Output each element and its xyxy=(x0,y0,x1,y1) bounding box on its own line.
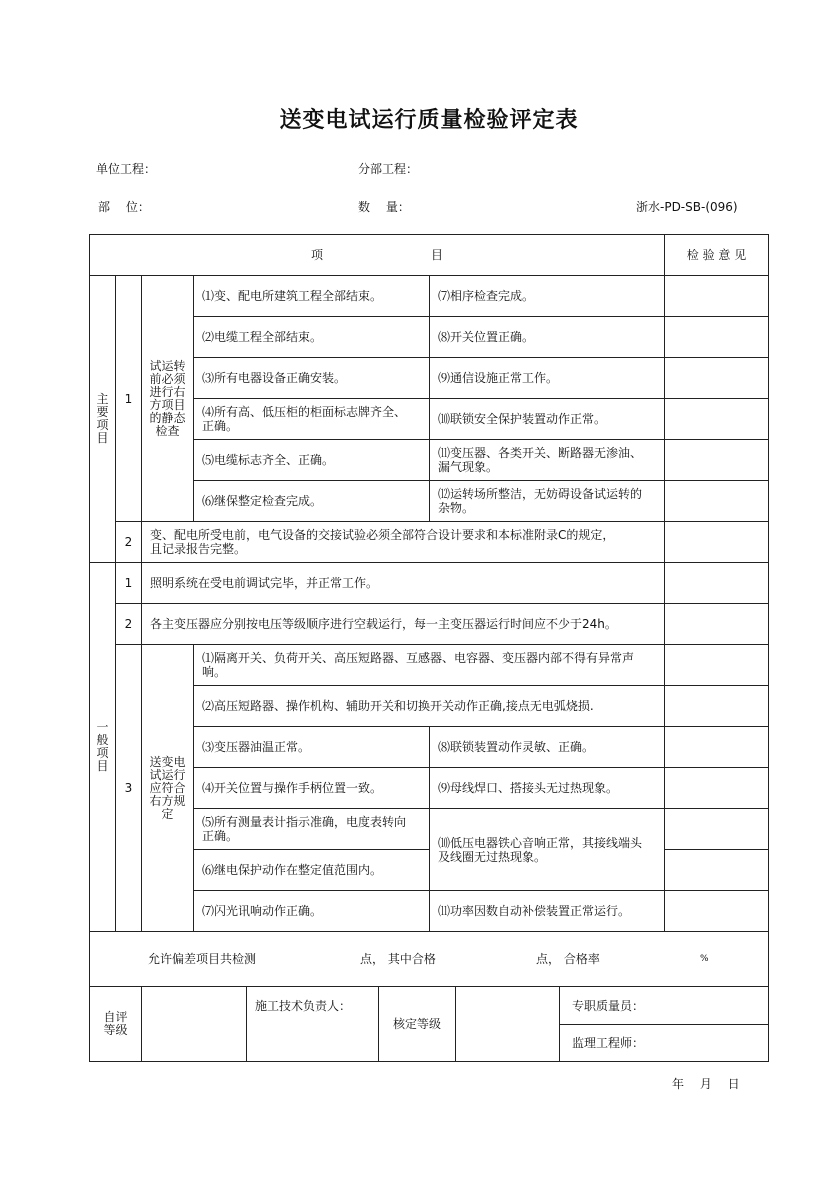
main-item-right-text: ⑺相序检查完成。 xyxy=(438,289,535,303)
approved-grade-label: 核定等级 xyxy=(378,986,456,1062)
general-row3-no: 3 xyxy=(115,644,142,932)
general-row3-desc xyxy=(141,644,194,932)
general-item-5 xyxy=(193,808,430,850)
tech-lead-field[interactable]: 施工技术负责人： xyxy=(246,986,379,1062)
general-item-6: ⑹继电保护动作在整定值范围内。 xyxy=(193,849,430,891)
date-label: 年 月 日 xyxy=(672,1077,740,1091)
opinion-cell[interactable] xyxy=(664,767,769,809)
main-item-right xyxy=(429,275,665,317)
main-item-left xyxy=(193,398,430,440)
opinion-cell[interactable] xyxy=(664,562,769,604)
main-items-label xyxy=(89,275,116,563)
opinion-cell[interactable] xyxy=(664,480,769,522)
opinion-cell[interactable] xyxy=(664,644,769,686)
opinion-cell[interactable] xyxy=(664,849,769,891)
opinion-cell[interactable] xyxy=(664,316,769,358)
self-grade-field[interactable] xyxy=(141,986,247,1062)
summary-total-label: 允许偏差项目共检测 xyxy=(148,952,257,966)
main-item-left-text: ⑸电缆标志齐全、正确。 xyxy=(202,453,335,467)
main-item-left-text: ⑶所有电器设备正确安装。 xyxy=(202,371,347,385)
main-item-left-text: ⑹继保整定检查完成。 xyxy=(202,494,323,508)
summary-pass-label: 点， 其中合格 xyxy=(360,952,436,966)
general-items-label xyxy=(89,562,116,932)
main-row1-no: 1 xyxy=(115,275,142,522)
opinion-cell[interactable] xyxy=(664,275,769,317)
form-code: 浙水-PD-SB-(096) xyxy=(636,200,738,214)
opinion-cell[interactable] xyxy=(664,808,769,850)
main-row2-text xyxy=(141,521,665,563)
opinion-cell[interactable] xyxy=(664,726,769,768)
main-item-right xyxy=(429,480,665,522)
opinion-cell[interactable] xyxy=(664,890,769,932)
main-item-left-text: ⑷所有高、低压柜的柜面标志牌齐全、正确。 xyxy=(202,405,407,433)
general-row1-no: 1 xyxy=(115,562,142,604)
general-item-1 xyxy=(193,644,665,686)
qc-field[interactable]: 专职质量员： xyxy=(559,986,769,1025)
main-item-right xyxy=(429,316,665,358)
general-item-10 xyxy=(429,808,665,891)
summary-rate-label: 点， 合格率 xyxy=(536,952,600,966)
approved-grade-field[interactable] xyxy=(455,986,560,1062)
self-grade-text: 自评等级 xyxy=(103,1010,128,1037)
main-item-left xyxy=(193,357,430,399)
opinion-cell[interactable] xyxy=(664,603,769,645)
general-row2-text xyxy=(141,603,665,645)
quantity-label: 数 量： xyxy=(358,200,410,214)
general-item-1-text: ⑴隔离开关、负荷开关、高压短路器、互感器、电容器、变压器内部不得有异常声响。 xyxy=(202,651,635,679)
main-row1-desc xyxy=(141,275,194,522)
main-item-right xyxy=(429,357,665,399)
main-item-right-text: ⑿运转场所整洁，无妨碍设备试运转的杂物。 xyxy=(438,487,643,515)
general-item-5-text: ⑸所有测量表计指示准确，电度表转向正确。 xyxy=(202,815,407,843)
main-item-right xyxy=(429,439,665,481)
general-item-11: ⑾功率因数自动补偿装置正常运行。 xyxy=(429,890,665,932)
general-row2-no: 2 xyxy=(115,603,142,645)
opinion-cell[interactable] xyxy=(664,357,769,399)
opinion-cell[interactable] xyxy=(664,439,769,481)
main-item-right-text: ⑽联锁安全保护装置动作正常。 xyxy=(438,412,607,426)
main-item-left-text: ⑴变、配电所建筑工程全部结束。 xyxy=(202,289,383,303)
main-item-left xyxy=(193,439,430,481)
general-item-8: ⑻联锁装置动作灵敏、正确。 xyxy=(429,726,665,768)
opinion-cell[interactable] xyxy=(664,685,769,727)
general-item-7: ⑺闪光讯响动作正确。 xyxy=(193,890,430,932)
main-row2-text-content: 变、配电所受电前，电气设备的交接试验必须全部符合设计要求和本标准附录C的规定，且记录报告完整。 xyxy=(150,528,615,556)
unit-project-label: 单位工程： xyxy=(96,162,157,176)
general-item-2: ⑵高压短路器、操作机构、辅助开关和切换开关动作正确,接点无电弧烧损. xyxy=(193,685,665,727)
general-item-10-text: ⑽低压电器铁心音响正常，其接线端头及线圈无过热现象。 xyxy=(438,835,643,864)
summary-row xyxy=(89,931,769,987)
main-item-right xyxy=(429,398,665,440)
page-title: 送变电试运行质量检验评定表 xyxy=(279,108,579,133)
main-item-left xyxy=(193,316,430,358)
opinion-cell[interactable] xyxy=(664,398,769,440)
main-item-right-text: ⑼通信设施正常工作。 xyxy=(438,371,559,385)
main-row2-no: 2 xyxy=(115,521,142,563)
supervisor-field[interactable]: 监理工程师： xyxy=(559,1024,769,1062)
main-item-right-text: ⑻开关位置正确。 xyxy=(438,330,535,344)
general-row2-text-content: 各主变压器应分别按电压等级顺序进行空载运行，每一主变压器运行时间应不少于24h。 xyxy=(150,617,617,631)
position-label: 部 位： xyxy=(98,200,150,214)
header-item: 项 目 xyxy=(89,234,665,276)
sub-project-label: 分部工程： xyxy=(358,162,419,176)
main-item-left xyxy=(193,480,430,522)
self-grade-label xyxy=(89,986,142,1062)
header-opinion: 检 验 意 见 xyxy=(664,234,769,276)
main-item-left xyxy=(193,275,430,317)
main-item-right-text: ⑾变压器、各类开关、断路器无渗油、漏气现象。 xyxy=(438,446,643,474)
general-items-text: 一般项目 xyxy=(96,720,109,773)
general-item-4: ⑷开关位置与操作手柄位置一致。 xyxy=(193,767,430,809)
main-row1-desc-text: 试运转前必须进行右方项目的静态检查 xyxy=(149,358,186,438)
summary-percent: % xyxy=(700,954,709,964)
general-item-9: ⑼母线焊口、搭接头无过热现象。 xyxy=(429,767,665,809)
general-row3-desc-text: 送变电试运行应符合右方规定 xyxy=(149,754,186,821)
general-row1-text: 照明系统在受电前调试完毕，并正常工作。 xyxy=(141,562,665,604)
main-items-text: 主要项目 xyxy=(96,392,109,445)
main-item-left-text: ⑵电缆工程全部结束。 xyxy=(202,330,323,344)
opinion-cell[interactable] xyxy=(664,521,769,563)
general-item-3: ⑶变压器油温正常。 xyxy=(193,726,430,768)
